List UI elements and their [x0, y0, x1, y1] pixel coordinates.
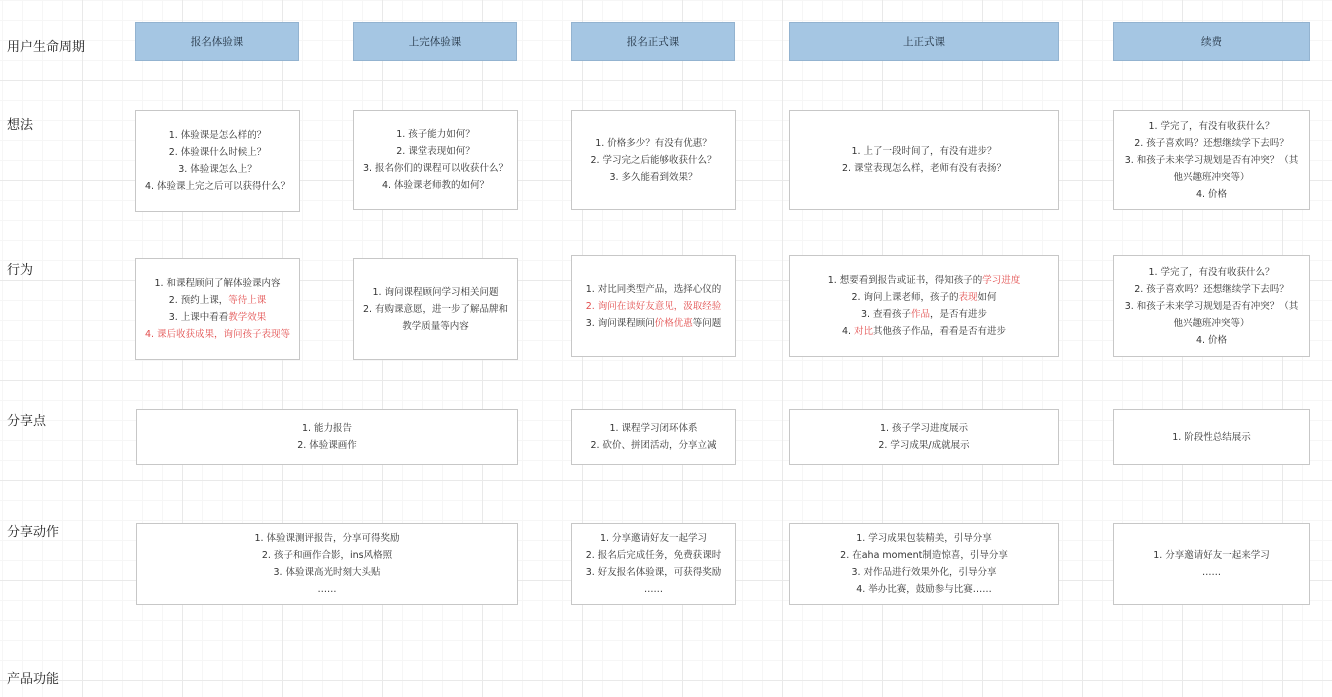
thought-line: 2. 体验课什么时候上？ — [168, 147, 267, 158]
thought-line: 1. 体验课是怎么样的？ — [168, 130, 267, 141]
share-action-card-formal-class[interactable] — [789, 523, 1059, 605]
row-label-share-points: 分享点 — [7, 414, 47, 429]
share-action-line: 2. 孩子和画作合影，ins风格照 — [261, 550, 393, 561]
behavior-line: 4. 价格 — [1195, 334, 1228, 346]
share-point-line: 1. 阶段性总结展示 — [1172, 431, 1251, 443]
share-action-line: 1. 学习成果包装精美，引导分享 — [856, 533, 992, 544]
behavior-line: 2. 询问上课老师，孩子的表现如何 — [851, 292, 997, 303]
thought-line: 2. 学习完之后能够收获什么？ — [590, 154, 717, 166]
row-label-lifecycle: 用户生命周期 — [7, 40, 86, 55]
thought-card-formal-class[interactable] — [789, 110, 1059, 210]
behavior-line: 2. 预约上课，等待上课 — [168, 295, 267, 306]
behavior-line: 3. 和孩子未来学习规划是否有冲突？（其 — [1124, 300, 1299, 312]
behavior-line: 他兴趣班冲突等） — [1173, 317, 1250, 329]
thought-line: 4. 体验课老师教的如何？ — [381, 180, 490, 191]
stage-header-renewal[interactable]: 续费 — [1113, 22, 1310, 61]
stage-header-formal-signup[interactable]: 报名正式课 — [571, 22, 735, 61]
share-action-line: 2. 在aha moment制造惊喜，引导分享 — [840, 550, 1008, 561]
thought-card-trial-signup[interactable] — [135, 110, 300, 212]
behavior-card-trial-signup[interactable] — [135, 258, 300, 360]
share-action-line: 1. 体验课测评报告，分享可得奖励 — [254, 533, 400, 544]
share-point-line: 1. 课程学习闭环体系 — [609, 423, 698, 434]
share-point-card-trial[interactable] — [136, 409, 518, 465]
share-point-card-formal-class[interactable] — [789, 409, 1059, 465]
behavior-line: 3. 上课中看看教学效果 — [168, 312, 267, 323]
share-point-line: 2. 学习成果/成就展示 — [878, 440, 970, 451]
share-action-line: 1. 分享邀请好友一起学习 — [599, 533, 708, 544]
stage-header-trial-signup[interactable]: 报名体验课 — [135, 22, 299, 61]
row-label-behavior: 行为 — [7, 263, 34, 278]
highlight-text: 学习进度 — [982, 275, 1021, 286]
behavior-card-renewal[interactable] — [1113, 255, 1310, 357]
thought-line: 4. 价格 — [1195, 188, 1228, 200]
thought-line: 2. 课堂表现如何？ — [396, 146, 475, 157]
thought-line: 1. 价格多少？有没有优惠？ — [595, 137, 712, 149]
thought-line: 3. 多久能看到效果？ — [609, 171, 698, 183]
share-action-card-trial[interactable] — [136, 523, 518, 605]
behavior-card-trial-complete[interactable] — [353, 258, 518, 360]
share-action-line: 4. 举办比赛，鼓励参与比赛…… — [856, 584, 992, 595]
share-action-line: …… — [317, 584, 337, 595]
behavior-card-formal-signup[interactable] — [571, 255, 736, 357]
thought-line: 1. 孩子能力如何？ — [396, 129, 475, 140]
thought-line: 3. 和孩子未来学习规划是否有冲突？（其 — [1124, 154, 1299, 166]
share-action-line: 3. 好友报名体验课，可获得奖励 — [585, 567, 722, 578]
thought-line: 3. 体验课怎么上？ — [178, 164, 257, 175]
behavior-line: 1. 学完了，有没有收获什么？ — [1148, 266, 1275, 278]
thought-line: 1. 学完了，有没有收获什么？ — [1148, 120, 1275, 132]
share-point-card-renewal[interactable] — [1113, 409, 1310, 465]
thought-line: 4. 体验课上完之后可以获得什么？ — [144, 181, 291, 192]
thought-card-renewal[interactable] — [1113, 110, 1310, 210]
behavior-line: 1. 询问课程顾问学习相关问题 — [372, 286, 499, 298]
behavior-line: 2. 询问在读好友意见，汲取经验 — [585, 300, 722, 312]
share-action-line: 3. 对作品进行效果外化，引导分享 — [851, 567, 997, 578]
behavior-line: 2. 有购课意愿，进一步了解品牌和 — [362, 303, 509, 315]
share-action-line: 2. 报名后完成任务，免费获课时 — [585, 550, 722, 561]
highlight-text: 对比 — [854, 326, 874, 337]
stage-header-trial-complete[interactable]: 上完体验课 — [353, 22, 517, 61]
share-action-line: …… — [1202, 567, 1221, 578]
share-action-line: …… — [644, 584, 663, 595]
behavior-line: 1. 和课程顾问了解体验课内容 — [154, 278, 281, 289]
thought-card-formal-signup[interactable] — [571, 110, 736, 210]
highlight-text: 等待上课 — [228, 295, 267, 306]
behavior-line: 1. 对比同类型产品，选择心仪的 — [585, 283, 722, 295]
behavior-line: 教学质量等内容 — [402, 320, 469, 332]
row-label-thoughts: 想法 — [7, 118, 34, 133]
stage-header-formal-class[interactable]: 上正式课 — [789, 22, 1059, 61]
thought-line: 3. 报名你们的课程可以收获什么？ — [362, 163, 509, 174]
share-action-line: 1. 分享邀请好友一起来学习 — [1153, 550, 1270, 561]
behavior-line: 4. 课后收获成果，询问孩子表现等 — [144, 329, 291, 340]
thought-card-trial-complete[interactable] — [353, 110, 518, 210]
behavior-line: 3. 询问课程顾问价格优惠等问题 — [585, 317, 722, 329]
share-point-line: 2. 砍价、拼团活动，分享立减 — [590, 440, 717, 451]
share-point-line: 2. 体验课画作 — [297, 440, 357, 451]
behavior-card-formal-class[interactable] — [789, 255, 1059, 357]
row-label-share-actions: 分享动作 — [7, 525, 60, 540]
highlight-text: 表现 — [958, 292, 978, 303]
behavior-line: 1. 想要看到报告或证书，得知孩子的学习进度 — [827, 275, 1021, 286]
share-action-line: 3. 体验课高光时刻大头贴 — [273, 567, 381, 578]
behavior-line: 4. 对比其他孩子作品，看看是否有进步 — [841, 326, 1007, 337]
row-label-product-features: 产品功能 — [7, 672, 60, 687]
thought-line: 1. 上了一段时间了，有没有进步？ — [851, 146, 997, 157]
behavior-line: 3. 查看孩子作品，是否有进步 — [860, 309, 988, 320]
highlight-text: 价格优惠 — [654, 317, 693, 329]
share-action-card-formal-signup[interactable] — [571, 523, 736, 605]
thought-line: 2. 孩子喜欢吗？还想继续学下去吗？ — [1134, 137, 1289, 149]
share-point-line: 1. 能力报告 — [301, 423, 353, 434]
share-action-card-renewal[interactable] — [1113, 523, 1310, 605]
highlight-text: 教学效果 — [228, 312, 267, 323]
share-point-line: 1. 孩子学习进度展示 — [879, 423, 969, 434]
share-point-card-formal-signup[interactable] — [571, 409, 736, 465]
thought-line: 2. 课堂表现怎么样，老师有没有表扬？ — [841, 163, 1007, 174]
thought-line: 他兴趣班冲突等） — [1173, 171, 1250, 183]
highlight-text: 作品 — [911, 309, 931, 320]
behavior-line: 2. 孩子喜欢吗？还想继续学下去吗？ — [1134, 283, 1289, 295]
